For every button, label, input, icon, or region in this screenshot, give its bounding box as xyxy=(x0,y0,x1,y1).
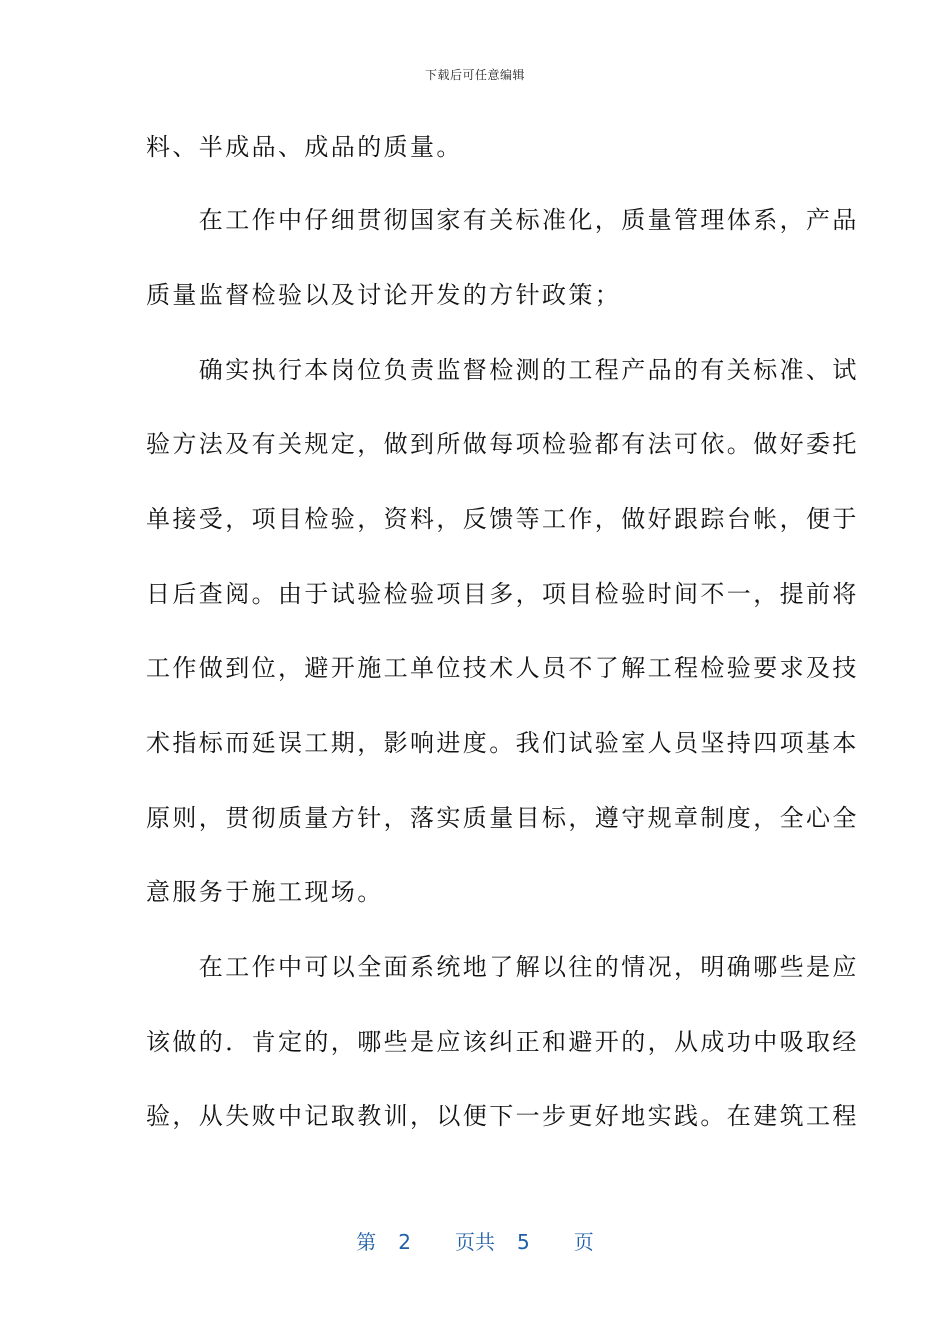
page-label-suffix: 页 xyxy=(573,1230,594,1254)
body-line: 确实执行本岗位负责监督检测的工程产品的有关标准、试 xyxy=(146,356,859,384)
body-line: 意服务于施工现场。 xyxy=(146,878,384,906)
body-line: 该做的．肯定的，哪些是应该纠正和避开的，从成功中吸取经 xyxy=(146,1028,859,1056)
body-line: 单接受，项目检验，资料，反馈等工作，做好跟踪台帐，便于 xyxy=(146,505,859,533)
page-label-prefix: 第 xyxy=(356,1230,377,1254)
body-line: 验，从失败中记取教训，以便下一步更好地实践。在建筑工程 xyxy=(146,1102,859,1130)
body-line: 工作做到位，避开施工单位技术人员不了解工程检验要求及技 xyxy=(146,654,859,682)
body-line: 日后查阅。由于试验检验项目多，项目检验时间不一，提前将 xyxy=(146,580,859,608)
current-page-number: 2 xyxy=(398,1230,411,1254)
total-pages-number: 5 xyxy=(517,1230,530,1254)
body-line: 原则，贯彻质量方针，落实质量目标，遵守规章制度，全心全 xyxy=(146,804,859,832)
body-line: 验方法及有关规定，做到所做每项检验都有法可依。做好委托 xyxy=(146,430,859,458)
page-footer xyxy=(0,1226,950,1255)
body-line: 术指标而延误工期，影响进度。我们试验室人员坚持四项基本 xyxy=(146,729,859,757)
body-line: 在工作中可以全面系统地了解以往的情况，明确哪些是应 xyxy=(146,953,859,981)
body-line: 料、半成品、成品的质量。 xyxy=(146,133,463,161)
body-line: 质量监督检验以及讨论开发的方针政策； xyxy=(146,281,622,309)
header-note: 下载后可任意编辑 xyxy=(424,68,525,82)
page-label-mid: 页共 xyxy=(455,1230,495,1254)
body-line: 在工作中仔细贯彻国家有关标准化，质量管理体系，产品 xyxy=(146,206,859,234)
